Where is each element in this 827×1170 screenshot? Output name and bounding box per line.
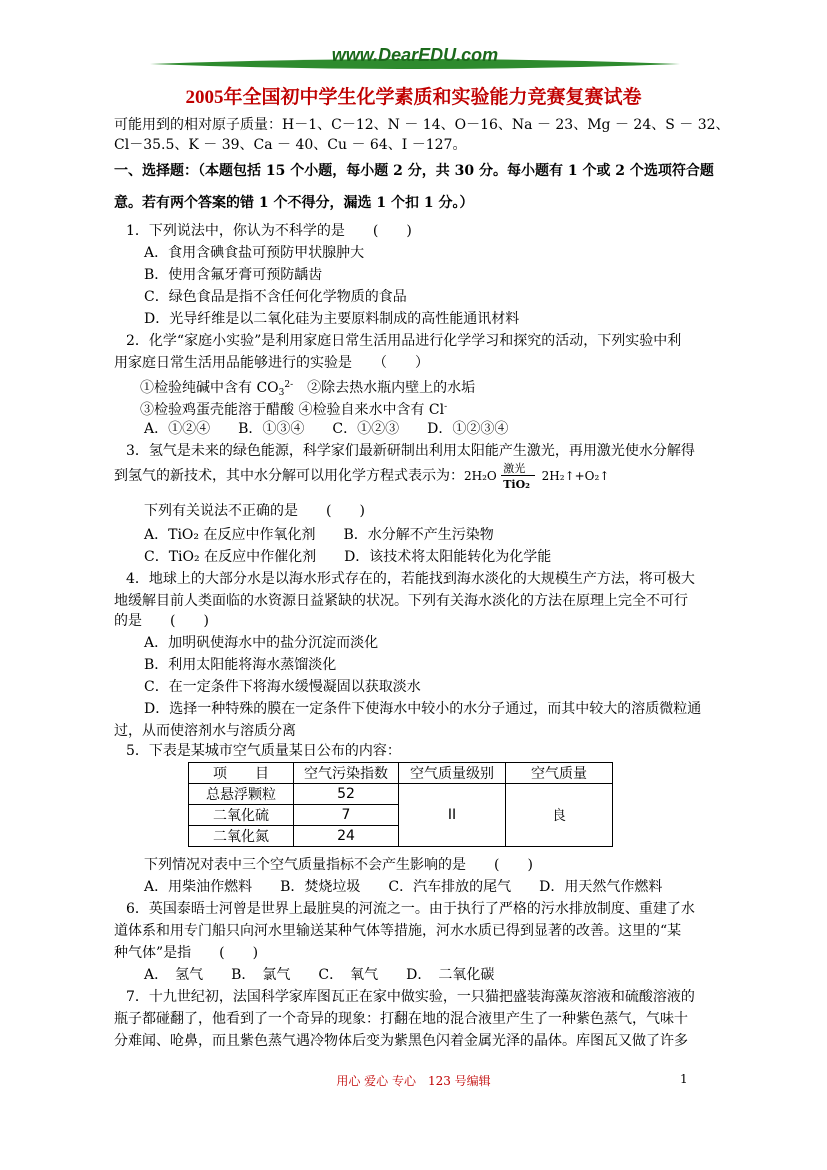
section-1-heading-cont: 意。若有两个答案的错 1 个不得分，漏选 1 个扣 1 分。） <box>114 195 474 211</box>
page-title: 2005年全国初中学生化学素质和实验能力竞赛复赛试卷 <box>185 87 642 108</box>
q3-stem-2 <box>114 462 610 491</box>
q4-stem-3: 的是 ( ) <box>114 613 209 629</box>
q7-stem-2: 瓶子都碰翻了，他看到了一个奇异的现象：打翻在地的混合液里产生了一种紫色蒸气，气味十 <box>114 1011 688 1027</box>
table-header: 空气污染指数 <box>294 763 399 784</box>
page-number: 1 <box>680 1072 688 1086</box>
q1-option-a: A．食用含碘食盐可预防甲状腺肿大 <box>144 245 365 261</box>
q4-option-c: C．在一定条件下将海水缓慢凝固以获取淡水 <box>144 679 421 695</box>
table-header-row <box>189 763 613 784</box>
table-header: 空气质量级别 <box>399 763 506 784</box>
q1-option-d: D．光导纤维是以二氧化硅为主要原料制成的高性能通讯材料 <box>144 311 520 327</box>
table-row <box>189 784 613 805</box>
table-cell: 24 <box>294 826 399 847</box>
q2-choices: A．①②④ B．①③④ C．①②③ D．①②③④ <box>144 421 509 437</box>
table-cell: 总悬浮颗粒 <box>189 784 294 805</box>
q4-option-d-1: D．选择一种特殊的膜在一定条件下使海水中较小的水分子通过，而其中较大的溶质微粒通 <box>144 701 702 717</box>
equation-condition-top: 激光 <box>503 462 526 475</box>
q2-opt1-text: ①检验纯碱中含有 CO <box>140 380 279 396</box>
q6-choices: A． 氢气 B． 氯气 C． 氧气 D． 二氧化碳 <box>144 967 495 983</box>
q5-stem-2: 下列情况对表中三个空气质量指标不会产生影响的是 ( ) <box>144 857 533 873</box>
document-body <box>114 0 814 1170</box>
intro-line-2: Cl－35.5、K － 39、Ca － 40、Cu － 64、I －127。 <box>114 137 467 153</box>
q4-option-a: A．加明矾使海水中的盐分沉淀而淡化 <box>144 635 379 651</box>
equation-condition-bottom: TiO₂ <box>503 478 530 491</box>
page-footer: 用心 爱心 专心 123 号编辑 <box>336 1074 491 1088</box>
q2-opt2-text: ②除去热水瓶内壁上的水垢 <box>293 380 476 396</box>
q2-options-line-2 <box>140 398 447 419</box>
q5-choices: A．用柴油作燃料 B．焚烧垃圾 C．汽车排放的尾气 D．用天然气作燃料 <box>144 879 663 895</box>
q2-opt1-sup: 2- <box>284 380 294 390</box>
q1-option-c: C．绿色食品是指不含任何化学物质的食品 <box>144 289 407 305</box>
q3-stem-2-text: 到氢气的新技术，其中水分解可以用化学方程式表示为： <box>114 468 464 484</box>
q2-opt3-text: ③检验鸡蛋壳能溶于醋酸 ④检验自来水中含有 Cl <box>140 402 445 418</box>
q7-stem-1: 7．十九世纪初，法国科学家库图瓦正在家中做实验，一只猫把盛装海藻灰溶液和硫酸溶液的 <box>126 989 695 1005</box>
q2-opt3-sup: - <box>444 402 448 412</box>
q1-stem: 1．下列说法中，你认为不科学的是 ( ) <box>126 223 412 239</box>
q4-stem-2: 地缓解目前人类面临的水资源日益紧缺的状况。下列有关海水淡化的方法在原理上完全不可行 <box>114 593 688 609</box>
section-1-heading: 一、选择题：（本题包括 15 个小题，每小题 2 分，共 30 分。每小题有 1 个或 2 个选项符合题 <box>114 163 714 179</box>
q2-opt1-sub: 3 <box>278 388 285 398</box>
q4-option-d-2: 过，从而使溶剂水与溶质分离 <box>114 723 296 739</box>
q2-stem-1: 2．化学“家庭小实验”是利用家庭日常生活用品进行化学学习和探究的活动，下列实验中利 <box>126 333 682 349</box>
q6-stem-1: 6．英国泰晤士河曾是世界上最脏臭的河流之一。由于执行了严格的污水排放制度、重建了水 <box>126 901 695 917</box>
q6-stem-2: 道体系和用专门船只向河水里输送某种气体等措施，河水水质已得到显著的改善。这里的“某 <box>114 923 682 939</box>
q4-option-b: B．利用太阳能将海水蒸馏淡化 <box>144 657 337 673</box>
q3-stem-1: 3．氢气是未来的绿色能源，科学家们最新研制出利用太阳能产生激光，再用激光使水分解得 <box>126 443 695 459</box>
table-header: 空气质量 <box>506 763 613 784</box>
q7-stem-3: 分难闻、呛鼻，而且紫色蒸气遇冷物体后变为紫黑色闪着金属光泽的晶体。库图瓦又做了许多 <box>114 1033 688 1049</box>
table-cell: 7 <box>294 805 399 826</box>
table-cell: 52 <box>294 784 399 805</box>
q1-option-b: B．使用含氟牙膏可预防龋齿 <box>144 267 323 283</box>
q3-options-ab: A．TiO₂ 在反应中作氧化剂 B．水分解不产生污染物 <box>144 527 494 543</box>
equation-right: 2H₂↑+O₂↑ <box>541 469 610 483</box>
site-name: www.DearEDU.com <box>331 45 499 65</box>
equation-left: 2H₂O <box>464 469 497 483</box>
q4-stem-1: 4．地球上的大部分水是以海水形式存在的，若能找到海水淡化的大规模生产方法，将可极大 <box>126 571 695 587</box>
q3-stem-3: 下列有关说法不正确的是 ( ) <box>144 503 365 519</box>
table-cell: 二氧化硫 <box>189 805 294 826</box>
table-header: 项 目 <box>189 763 294 784</box>
air-quality-rating: 良 <box>506 784 613 847</box>
equation-condition <box>501 462 537 491</box>
q3-options-cd: C．TiO₂ 在反应中作催化剂 D．该技术将太阳能转化为化学能 <box>144 549 552 565</box>
q2-stem-2: 用家庭日常生活用品能够进行的实验是 （ ） <box>114 355 429 371</box>
air-quality-level: II <box>399 784 506 847</box>
table-cell: 二氧化氮 <box>189 826 294 847</box>
q5-stem: 5．下表是某城市空气质量某日公布的内容： <box>126 743 401 759</box>
q6-stem-3: 种气体”是指 ( ) <box>114 945 259 961</box>
intro-line-1: 可能用到的相对原子质量：H－1、C－12、N － 14、O－16、Na － 23、Mg － 24、S － 32、 <box>114 117 730 133</box>
air-quality-table <box>188 762 613 847</box>
